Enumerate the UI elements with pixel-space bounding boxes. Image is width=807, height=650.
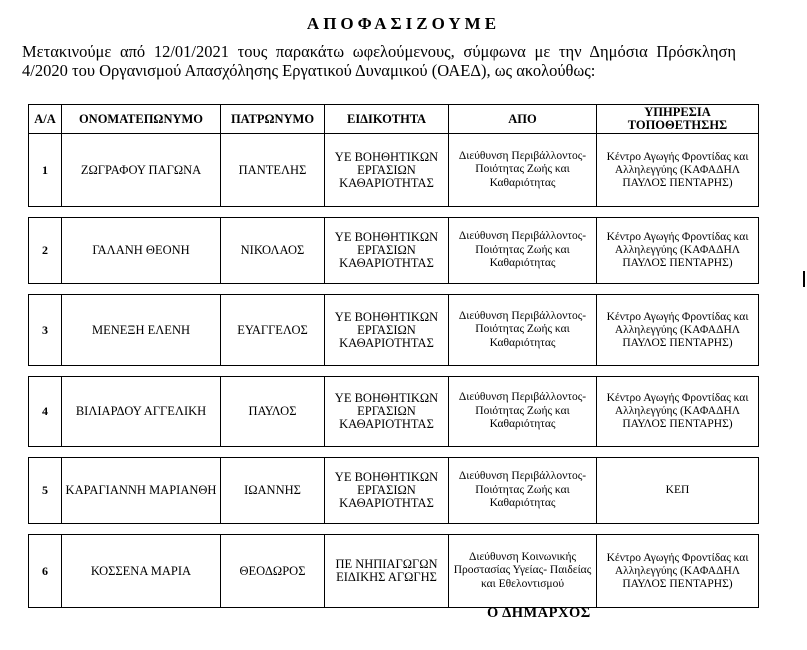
row-separator	[29, 524, 759, 535]
cell-specialty: ΥΕ ΒΟΗΘΗΤΙΚΩΝ ΕΡΓΑΣΙΩΝ ΚΑΘΑΡΙΟΤΗΤΑΣ	[325, 218, 449, 284]
header-father: ΠΑΤΡΩΝΥΜΟ	[221, 105, 325, 134]
row-separator	[29, 284, 759, 295]
cell-service: Κέντρο Αγωγής Φροντίδας και Αλληλεγγύης (ΚΑΦΑΔΗΛ ΠΑΥΛΟΣ ΠΕΝΤΑΡΗΣ)	[597, 218, 759, 284]
cell-aa: 4	[29, 377, 62, 447]
row-separator-cell	[29, 447, 759, 458]
row-separator-cell	[29, 284, 759, 295]
table-header-row	[29, 105, 759, 134]
cell-father: ΘΕΟΔΩΡΟΣ	[221, 535, 325, 608]
cell-from: Διεύθυνση Κοινωνικής Προστασίας Υγείας- Παιδείας και Εθελοντισμού	[449, 535, 597, 608]
cell-from: Διεύθυνση Περιβάλλοντος- Ποιότητας Ζωής και Καθαριότητας	[449, 377, 597, 447]
cell-service: Κέντρο Αγωγής Φροντίδας και Αλληλεγγύης (ΚΑΦΑΔΗΛ ΠΑΥΛΟΣ ΠΕΝΤΑΡΗΣ)	[597, 535, 759, 608]
cell-father: ΠΑΥΛΟΣ	[221, 377, 325, 447]
cell-name: ΓΑΛΑΝΗ ΘΕΟΝΗ	[62, 218, 221, 284]
table-row	[29, 295, 759, 366]
row-separator	[29, 447, 759, 458]
cell-from: Διεύθυνση Περιβάλλοντος- Ποιότητας Ζωής και Καθαριότητας	[449, 134, 597, 207]
edge-mark	[803, 271, 805, 287]
cell-specialty: ΥΕ ΒΟΗΘΗΤΙΚΩΝ ΕΡΓΑΣΙΩΝ ΚΑΘΑΡΙΟΤΗΤΑΣ	[325, 377, 449, 447]
row-separator-cell	[29, 207, 759, 218]
intro-paragraph: Μετακινούμε από 12/01/2021 τους παρακάτω ωφελούμενους, σύμφωνα με την Δημόσια Πρόσκληση 4/2020 του Οργανισμού Απασχόλησης Εργατικού Δυναμικού (ΟΑΕΔ), ως ακολούθως:	[22, 42, 736, 80]
cell-father: ΠΑΝΤΕΛΗΣ	[221, 134, 325, 207]
table-row	[29, 377, 759, 447]
row-separator-cell	[29, 366, 759, 377]
transfer-table	[28, 104, 759, 608]
cell-specialty: ΠΕ ΝΗΠΙΑΓΩΓΩΝ ΕΙΔΙΚΗΣ ΑΓΩΓΗΣ	[325, 535, 449, 608]
row-separator	[29, 207, 759, 218]
header-name: ΟΝΟΜΑΤΕΠΩΝΥΜΟ	[62, 105, 221, 134]
cell-service: Κέντρο Αγωγής Φροντίδας και Αλληλεγγύης (ΚΑΦΑΔΗΛ ΠΑΥΛΟΣ ΠΕΝΤΑΡΗΣ)	[597, 134, 759, 207]
header-from: ΑΠΟ	[449, 105, 597, 134]
cell-aa: 2	[29, 218, 62, 284]
cell-father: ΝΙΚΟΛΑΟΣ	[221, 218, 325, 284]
cell-father: ΙΩΑΝΝΗΣ	[221, 458, 325, 524]
cell-name: ΖΩΓΡΑΦΟΥ ΠΑΓΩΝΑ	[62, 134, 221, 207]
cell-aa: 6	[29, 535, 62, 608]
row-separator-cell	[29, 524, 759, 535]
cell-name: ΒΙΛΙΑΡΔΟΥ ΑΓΓΕΛΙΚΗ	[62, 377, 221, 447]
table-row	[29, 218, 759, 284]
cell-service: Κέντρο Αγωγής Φροντίδας και Αλληλεγγύης (ΚΑΦΑΔΗΛ ΠΑΥΛΟΣ ΠΕΝΤΑΡΗΣ)	[597, 377, 759, 447]
row-separator	[29, 366, 759, 377]
cell-aa: 1	[29, 134, 62, 207]
cell-name: ΚΟΣΣΕΝΑ ΜΑΡΙΑ	[62, 535, 221, 608]
cell-from: Διεύθυνση Περιβάλλοντος- Ποιότητας Ζωής και Καθαριότητας	[449, 458, 597, 524]
cell-from: Διεύθυνση Περιβάλλοντος- Ποιότητας Ζωής και Καθαριότητας	[449, 218, 597, 284]
cell-father: ΕΥΑΓΓΕΛΟΣ	[221, 295, 325, 366]
header-specialty: ΕΙΔΙΚΟΤΗΤΑ	[325, 105, 449, 134]
table-body	[29, 134, 759, 608]
header-service: ΥΠΗΡΕΣΙΑ ΤΟΠΟΘΕΤΗΣΗΣ	[597, 105, 759, 134]
cell-specialty: ΥΕ ΒΟΗΘΗΤΙΚΩΝ ΕΡΓΑΣΙΩΝ ΚΑΘΑΡΙΟΤΗΤΑΣ	[325, 295, 449, 366]
table-row	[29, 458, 759, 524]
cell-aa: 3	[29, 295, 62, 366]
cell-service: Κέντρο Αγωγής Φροντίδας και Αλληλεγγύης (ΚΑΦΑΔΗΛ ΠΑΥΛΟΣ ΠΕΝΤΑΡΗΣ)	[597, 295, 759, 366]
cell-from: Διεύθυνση Περιβάλλοντος- Ποιότητας Ζωής και Καθαριότητας	[449, 295, 597, 366]
cell-service: ΚΕΠ	[597, 458, 759, 524]
cell-aa: 5	[29, 458, 62, 524]
cell-specialty: ΥΕ ΒΟΗΘΗΤΙΚΩΝ ΕΡΓΑΣΙΩΝ ΚΑΘΑΡΙΟΤΗΤΑΣ	[325, 134, 449, 207]
table-row	[29, 134, 759, 207]
cell-specialty: ΥΕ ΒΟΗΘΗΤΙΚΩΝ ΕΡΓΑΣΙΩΝ ΚΑΘΑΡΙΟΤΗΤΑΣ	[325, 458, 449, 524]
decision-heading: ΑΠΟΦΑΣΙΖΟΥΜΕ	[306, 14, 501, 33]
cell-name: ΚΑΡΑΓΙΑΝΝΗ ΜΑΡΙΑΝΘΗ	[62, 458, 221, 524]
header-aa: Α/Α	[29, 105, 62, 134]
table-row	[29, 535, 759, 608]
signature-title: Ο ΔΗΜΑΡΧΟΣ	[487, 605, 591, 621]
cell-name: ΜΕΝΕΞΗ ΕΛΕΝΗ	[62, 295, 221, 366]
